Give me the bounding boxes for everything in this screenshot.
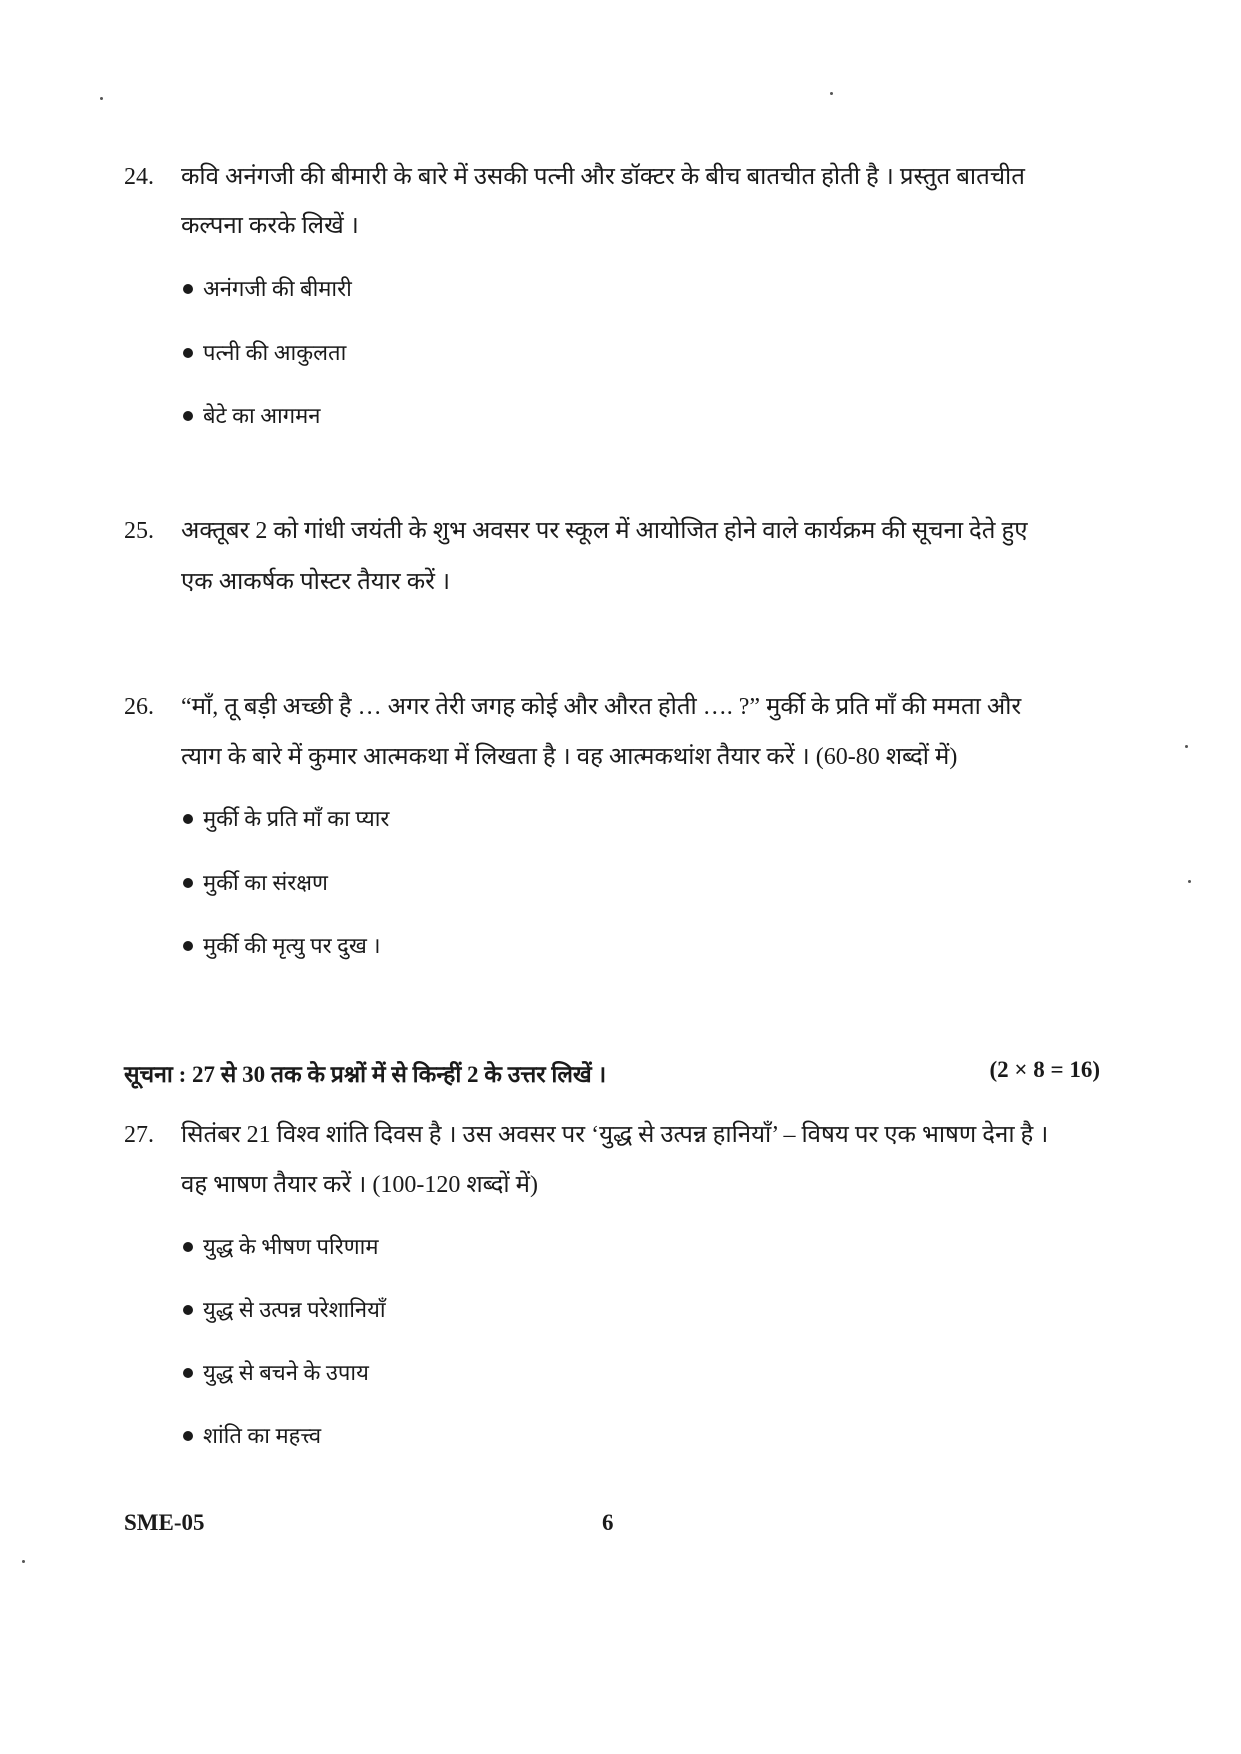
bullet-icon [183, 411, 193, 421]
bullet-item: अनंगजी की बीमारी [183, 275, 352, 303]
bullet-item: मुर्की के प्रति माँ का प्यार [183, 805, 389, 833]
bullet-icon [183, 348, 193, 358]
bullet-item: युद्ध के भीषण परिणाम [183, 1233, 378, 1261]
bullet-icon [183, 878, 193, 888]
bullet-icon [183, 1242, 193, 1252]
question-text-line2: त्याग के बारे में कुमार आत्मकथा में लिखता है । वह आत्मकथांश तैयार करें । (60-80 शब्दों में) [181, 744, 958, 770]
scan-speck [1185, 745, 1188, 748]
question-number: 26. [124, 694, 154, 720]
bullet-icon [183, 941, 193, 951]
question-number: 24. [124, 164, 154, 190]
scan-speck [22, 1560, 25, 1563]
bullet-icon [183, 814, 193, 824]
bullet-icon [183, 1305, 193, 1315]
marks-allocation: (2 × 8 = 16) [989, 1057, 1100, 1082]
question-number: 27. [124, 1122, 154, 1148]
instruction-notice: सूचना : 27 से 30 तक के प्रश्नों में से किन्हीं 2 के उत्तर लिखें । [124, 1062, 607, 1087]
question-text-line2: एक आकर्षक पोस्टर तैयार करें । [181, 569, 451, 595]
bullet-item: शांति का महत्त्व [183, 1422, 321, 1450]
question-text-line2: कल्पना करके लिखें । [181, 213, 359, 239]
question-text-line1: “माँ, तू बड़ी अच्छी है … अगर तेरी जगह कोई और औरत होती …. ?” मुर्की के प्रति माँ की ममता और [181, 694, 1022, 720]
paper-code: SME-05 [124, 1510, 205, 1535]
bullet-icon [183, 284, 193, 294]
bullet-item: बेटे का आगमन [183, 402, 320, 430]
scan-speck [1188, 880, 1191, 883]
question-text-line1: अक्तूबर 2 को गांधी जयंती के शुभ अवसर पर स्कूल में आयोजित होने वाले कार्यक्रम की सूचना देते हुए [181, 518, 1028, 544]
bullet-icon [183, 1368, 193, 1378]
bullet-item: मुर्की की मृत्यु पर दुख । [183, 932, 381, 960]
question-text-line2: वह भाषण तैयार करें । (100-120 शब्दों में) [181, 1172, 538, 1198]
bullet-icon [183, 1431, 193, 1441]
question-number: 25. [124, 518, 154, 544]
bullet-item: पत्नी की आकुलता [183, 339, 346, 367]
bullet-item: मुर्की का संरक्षण [183, 869, 328, 897]
scan-speck [830, 92, 833, 95]
question-text-line1: सितंबर 21 विश्व शांति दिवस है । उस अवसर पर ‘युद्ध से उत्पन्न हानियाँ’ – विषय पर एक भाषण देना है । [181, 1122, 1049, 1148]
scan-speck [100, 97, 103, 100]
bullet-item: युद्ध से उत्पन्न परेशानियाँ [183, 1296, 386, 1324]
page-number: 6 [602, 1510, 614, 1535]
question-text-line1: कवि अनंगजी की बीमारी के बारे में उसकी पत्नी और डॉक्टर के बीच बातचीत होती है । प्रस्तुत बातचीत [181, 164, 1025, 190]
bullet-item: युद्ध से बचने के उपाय [183, 1359, 369, 1387]
